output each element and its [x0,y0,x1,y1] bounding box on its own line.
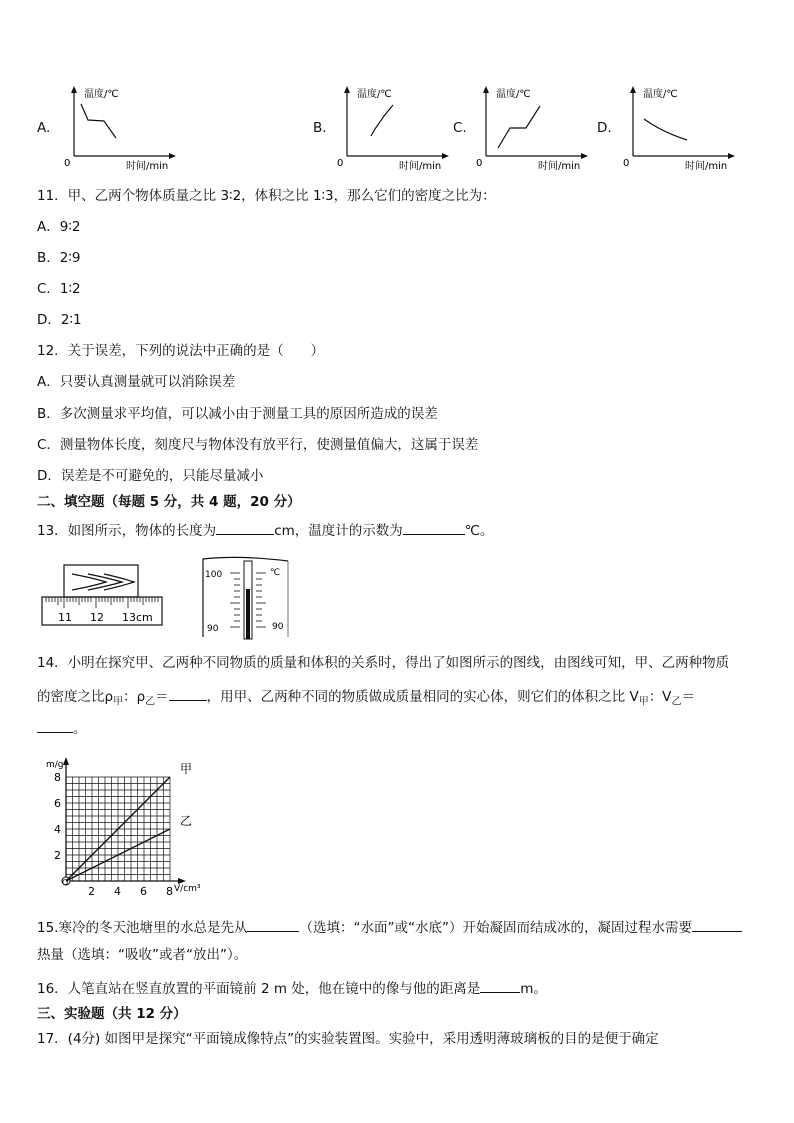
option-a-ylabel: 温度/℃ [84,89,119,100]
q16-blank-distance[interactable] [480,978,520,993]
q14-line1: 14．小明在探究甲、乙两种不同物质的质量和体积的关系时，得出了如图所示的图线，由图线可知，甲、乙两种物质 [37,655,730,671]
q15-line1: 15.寒冷的冬天池塘里的水总是先从 （选填：“水面”或“水底”）开始凝固而结成冰的，凝固过程水需要 [37,917,742,937]
y-axis-arrow [63,757,69,765]
q11-option-c: C．1∶2 [37,281,81,297]
q12-option-d: D．误差是不可避免的，只能尽量减小 [37,468,264,484]
x-tick-label: 2 [88,885,95,895]
y-tick-label: 8 [54,771,61,784]
section-3-heading: 三、实验题（共 12 分） [37,1006,187,1022]
option-b-ylabel: 温度/℃ [357,89,392,100]
ruler-label-11: 11 [58,611,72,624]
option-c-graph [470,84,600,172]
option-a-curve [81,104,116,138]
option-c-curve [498,106,540,148]
y-tick-label: 2 [54,849,61,862]
ruler-label-12: 12 [90,611,104,624]
option-c-origin: 0 [476,158,483,169]
thermo-label-90-right: 90 [272,622,284,632]
option-d-letter: D. [597,120,612,136]
x-tick-label: 6 [140,885,147,895]
option-d-ylabel: 温度/℃ [643,89,678,100]
thermo-label-100: 100 [205,570,223,580]
q11-option-a: A．9∶2 [37,219,81,235]
option-b-graph [331,84,461,172]
mass-volume-chart [40,755,220,895]
x-tick-label: 8 [166,885,173,895]
q14-blank-volume-ratio[interactable] [37,718,73,733]
origin-label: O [62,878,69,887]
option-d-curve [644,119,687,140]
q13-blank-temp[interactable] [403,520,465,535]
ruler-ticks [46,597,158,608]
ruler-figure [38,560,168,630]
option-b-curve [371,105,393,136]
option-c-letter: C. [453,120,467,136]
q15-blank-heat[interactable] [692,917,742,932]
x-axis-label: V/cm³ [174,884,201,894]
q11-option-d: D．2∶1 [37,312,82,328]
option-d-origin: 0 [623,158,630,169]
option-c-xlabel: 时间/min [538,161,581,172]
option-a-origin: 0 [64,158,71,169]
q15-line2: 热量（选填：“吸收”或者“放出”）。 [37,947,248,963]
q14-line3: 。 [37,718,87,738]
q13-text1: 13．如图所示，物体的长度为 [37,523,217,539]
q11-option-b: B．2∶9 [37,250,81,266]
y-tick-label: 4 [54,823,61,836]
q12-option-b: B．多次测量求平均值，可以减小由于测量工具的原因所造成的误差 [37,406,438,422]
thermo-unit: ℃ [270,568,281,578]
option-a-xlabel: 时间/min [126,161,169,172]
section-2-heading: 二、填空题（每题 5 分，共 4 题，20 分） [37,494,301,510]
q14-line2: 的密度之比$\rho_甲$：$\rho_乙=$ ，用甲、乙两种不同的物质做成质量相同的实心体，则它们的体积之比 $V_甲$：$V_乙=$ [37,686,695,712]
q13-text3: ℃。 [464,523,494,539]
q17-text: 17．(4分) 如图甲是探究“平面镜成像特点”的实验装置图。实验中，采用透明薄玻璃板的目的是便于确定 [37,1031,659,1047]
q13-blank-length[interactable] [216,520,274,535]
option-d-xlabel: 时间/min [685,161,728,172]
thermo-label-90-left: 90 [207,624,219,634]
option-c-ylabel: 温度/℃ [496,89,531,100]
thermo-liquid [246,589,250,639]
option-a-letter: A. [37,120,51,136]
q15-blank-position[interactable] [247,917,299,932]
option-d-graph [617,84,747,172]
x-tick-label: 4 [114,885,121,895]
q16-text: 16．人笔直站在竖直放置的平面镜前 2 m 处，他在镜中的像与他的距离是 m。 [37,978,547,998]
y-tick-label: 6 [54,797,61,810]
option-b-xlabel: 时间/min [399,161,442,172]
q12-option-a: A．只要认真测量就可以消除误差 [37,374,236,390]
ruler-label-13cm: 13cm [122,611,153,624]
series-label-0: 甲 [180,762,193,776]
q13-text2: cm，温度计的示数为 [274,523,403,539]
option-b-origin: 0 [337,158,344,169]
q12-stem: 12．关于误差，下列的说法中正确的是（ ） [37,343,325,359]
series-label-1: 乙 [180,814,193,828]
option-b-letter: B. [313,120,327,136]
thermometer-figure [200,555,295,640]
q12-option-c: C．测量物体长度，刻度尺与物体没有放平行，使测量值偏大，这属于误差 [37,437,479,453]
y-axis-label: m/g [46,760,64,770]
q14-blank-density-ratio[interactable] [169,686,207,701]
option-a-graph [58,84,188,172]
q13-text [37,520,493,540]
q11-stem: 11．甲、乙两个物体质量之比 3∶2，体积之比 1∶3，那么它们的密度之比为： [37,188,496,204]
